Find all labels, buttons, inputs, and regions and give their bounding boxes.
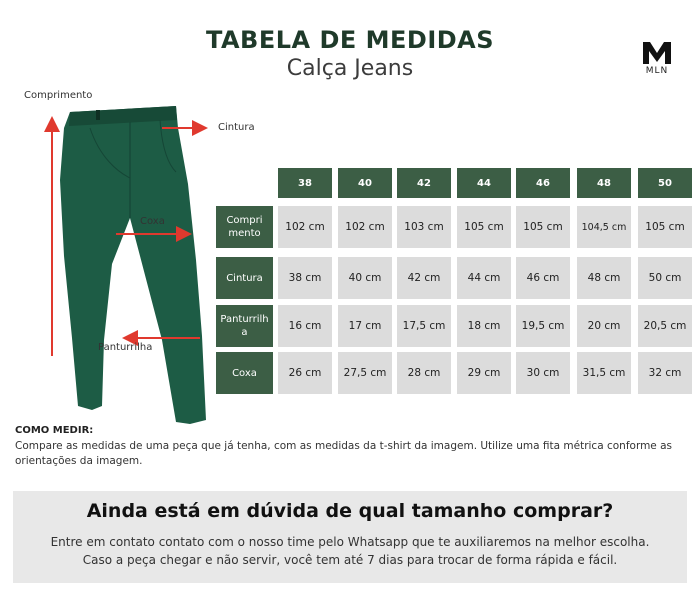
table-cell: 26 cm [278,352,332,394]
row-label-panturrilha: Panturrilh a [216,305,273,347]
size-header-48: 48 [577,168,631,198]
row-label-coxa: Coxa [216,352,273,394]
table-cell: 20 cm [577,305,631,347]
table-cell: 18 cm [457,305,511,347]
size-header-40: 40 [338,168,392,198]
size-header-38: 38 [278,168,332,198]
table-cell: 20,5 cm [638,305,692,347]
brand-logo-text: MLN [645,66,669,76]
label-coxa: Coxa [140,216,165,227]
how-to-text: Compare as medidas de uma peça que já tenha, com as medidas da t-shirt da imagem. Utilize uma fita métrica conforme as orientações da imagem. [15,440,673,467]
banner-line-2: Caso a peça chegar e não servir, você tem até 7 dias para trocar de forma rápida e fácil. [82,553,618,567]
table-cell: 32 cm [638,352,692,394]
banner-title: Ainda está em dúvida de qual tamanho comprar? [86,500,614,522]
help-banner [13,491,687,583]
table-cell: 16 cm [278,305,332,347]
label-cintura: Cintura [218,122,255,133]
size-header-50: 50 [638,168,692,198]
pants-shape [60,106,206,424]
label-panturrilha: Panturrilha [98,342,153,353]
table-cell: 38 cm [278,257,332,299]
table-cell: 40 cm [338,257,392,299]
table-cell: 102 cm [338,206,392,248]
size-header-46: 46 [516,168,570,198]
label-comprimento: Comprimento [24,90,93,101]
table-cell: 105 cm [457,206,511,248]
page-subtitle: Calça Jeans [286,56,414,81]
table-cell: 50 cm [638,257,692,299]
table-cell: 30 cm [516,352,570,394]
table-cell: 105 cm [516,206,570,248]
banner-line-1: Entre em contato contato com o nosso time pelo Whatsapp que te auxiliaremos na melhor escolha. [50,535,650,549]
table-cell: 48 cm [577,257,631,299]
table-cell: 28 cm [397,352,451,394]
banner-text [13,533,687,569]
table-cell: 27,5 cm [338,352,392,394]
table-cell: 44 cm [457,257,511,299]
size-header-44: 44 [457,168,511,198]
table-cell: 42 cm [397,257,451,299]
table-cell: 105 cm [638,206,692,248]
row-label-comprimento: Compri mento [216,206,273,248]
table-cell: 103 cm [397,206,451,248]
page-title: TABELA DE MEDIDAS [205,26,495,54]
table-cell: 19,5 cm [516,305,570,347]
table-cell: 17 cm [338,305,392,347]
table-cell: 31,5 cm [577,352,631,394]
table-cell: 46 cm [516,257,570,299]
size-header-42: 42 [397,168,451,198]
table-cell: 104,5 cm [577,206,631,248]
table-cell: 102 cm [278,206,332,248]
how-to-title: COMO MEDIR: [15,425,94,436]
table-cell: 17,5 cm [397,305,451,347]
row-label-cintura: Cintura [216,257,273,299]
table-cell: 29 cm [457,352,511,394]
